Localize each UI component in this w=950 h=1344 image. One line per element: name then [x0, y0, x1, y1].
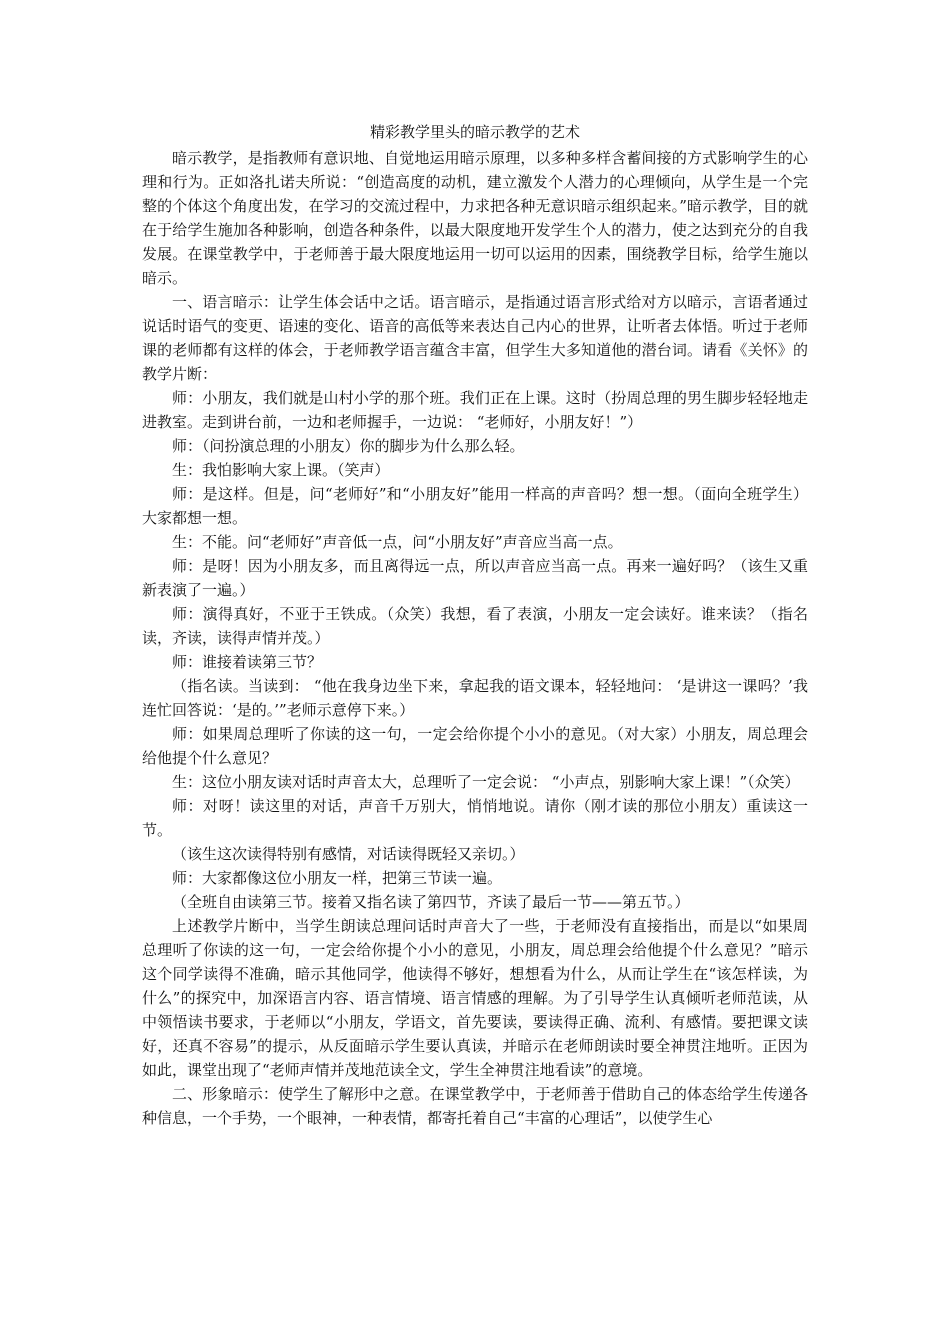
paragraph-intro: 暗示教学，是指教师有意识地、自觉地运用暗示原理，以多种多样含蓄间接的方式影响学生的心理和行为。正如洛扎诺夫所说：“创造高度的动机，建立激发个人潜力的心理倾向，从学生是一个完整的个体这个角度出发，在学习的交流过程中，力求把各种无意识暗示组织起来。”暗示教学，目的就在于给学生施加各种影响，创造各种条件，以最大限度地开发学生个人的潜力，使之达到充分的自我发展。在课堂教学中，于老师善于最大限度地运用一切可以运用的因素，围绕教学目标，给学生施以暗示。: [142, 149, 808, 287]
document-page: [142, 120, 808, 1130]
dialogue-line: （指名读。当读到： “他在我身边坐下来，拿起我的语文课本，轻轻地问： ‘是讲这一课吗？’我连忙回答说：‘是的。’”老师示意停下来。）: [142, 677, 808, 719]
dialogue-line: 生：这位小朋友读对话时声音太大，总理听了一定会说： “小声点，别影响大家上课！”（众笑）: [172, 773, 800, 791]
dialogue-line: 师：（问扮演总理的小朋友）你的脚步为什么那么轻。: [172, 437, 525, 455]
dialogue-line: 师：演得真好，不亚于王铁成。（众笑）我想，看了表演，小朋友一定会读好。谁来读？（指名读，齐读，读得声情并茂。）: [142, 605, 808, 647]
dialogue-line: （该生这次读得特别有感情，对话读得既轻又亲切。）: [172, 845, 525, 863]
dialogue-line: （全班自由读第三节。接着又指名读了第四节，齐读了最后一节——第五节。）: [172, 893, 690, 911]
dialogue-line: 师：如果周总理听了你读的这一句，一定会给你提个小小的意见。（对大家）小朋友，周总理会给他提个什么意见？: [142, 725, 808, 767]
paragraph-section-one: 一、语言暗示：让学生体会话中之话。语言暗示，是指通过语言形式给对方以暗示，言语者通过说话时语气的变更、语速的变化、语音的高低等来表达自己内心的世界，让听者去体悟。听过于老师课的老师都有这样的体会，于老师教学语言蕴含丰富，但学生大多知道他的潜台词。请看《关怀》的教学片断：: [142, 293, 808, 383]
paragraph-analysis: 上述教学片断中，当学生朗读总理问话时声音大了一些，于老师没有直接指出，而是以“如果周总理听了你读的这一句，一定会给你提个小小的意见，小朋友，周总理会给他提个什么意见？”暗示这个同学读得不准确，暗示其他同学，他读得不够好，想想看为什么，从而让学生在“该怎样读，为什么”的探究中，加深语言内容、语言情境、语言情感的理解。为了引导学生认真倾听老师范读，从中领悟读书要求，于老师以“小朋友，学语文，首先要读，要读得正确、流利、有感情。要把课文读好，还真不容易”的提示，从反面暗示学生要认真读，并暗示在老师朗读时要全神贯注地听。正因为如此，课堂出现了“老师声情并茂地范读全文，学生全神贯注地看读”的意境。: [142, 917, 808, 1079]
dialogue-line: 师：大家都像这位小朋友一样，把第三节读一遍。: [172, 869, 503, 887]
dialogue-line: 师：对呀！读这里的对话，声音千万别大，悄悄地说。请你（刚才读的那位小朋友）重读这一节。: [142, 797, 808, 839]
dialogue-line: 师：是呀！因为小朋友多，而且离得远一点，所以声音应当高一点。再来一遍好吗？（该生又重新表演了一遍。）: [142, 557, 808, 599]
dialogue-line: 生：不能。问“老师好”声音低一点，问“小朋友好”声音应当高一点。: [172, 533, 623, 551]
dialogue-line: 师：谁接着读第三节？: [172, 653, 323, 671]
dialogue-line: 师：是这样。但是，问“老师好”和“小朋友好”能用一样高的声音吗？想一想。（面向全班学生）大家都想一想。: [142, 485, 808, 527]
document-title: 精彩教学里头的暗示教学的艺术: [369, 123, 580, 141]
paragraph-section-two: 二、形象暗示：使学生了解形中之意。在课堂教学中，于老师善于借助自己的体态给学生传递各种信息，一个手势，一个眼神，一种表情，都寄托着自己“丰富的心理话”，以使学生心: [142, 1085, 808, 1127]
dialogue-line: 师：小朋友，我们就是山村小学的那个班。我们正在上课。这时（扮周总理的男生脚步轻轻地走进教室。走到讲台前，一边和老师握手，一边说： “老师好，小朋友好！”）: [142, 389, 808, 431]
dialogue-line: 生：我怕影响大家上课。（笑声）: [172, 461, 390, 479]
